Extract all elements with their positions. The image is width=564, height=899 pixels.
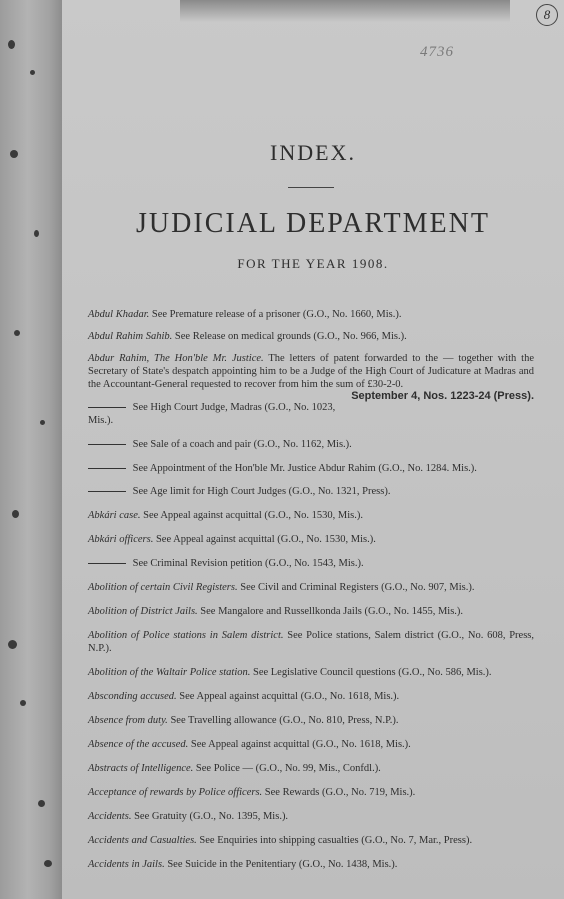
entry-text: See Civil and Criminal Registers (G.O., No. 907, Mis.). [240, 582, 475, 593]
page-number: 8 [536, 4, 558, 26]
index-entry [88, 605, 534, 618]
index-entry [88, 308, 534, 321]
entry-heading: Abstracts of Intelligence. [88, 763, 194, 774]
ink-stain [14, 330, 20, 336]
entry-heading: Absence of the accused. [88, 739, 189, 750]
index-entry [88, 810, 534, 823]
index-entry [88, 629, 534, 655]
entry-text: See Release on medical grounds (G.O., No. 966, Mis.). [174, 331, 407, 342]
title-divider [288, 187, 334, 188]
entry-text: See High Court Judge, Madras (G.O., No. 1023, Mis.). [88, 402, 336, 426]
ink-stain [20, 700, 26, 706]
entry-text: See Police — (G.O., No. 99, Mis., Confdl.). [195, 763, 381, 774]
index-entry [88, 738, 534, 751]
index-entry [88, 858, 534, 871]
page-shadow [180, 0, 510, 22]
ink-stain [44, 860, 52, 867]
index-entry [88, 762, 534, 775]
index-entry [88, 786, 534, 799]
index-entry [88, 401, 534, 427]
entry-text: See Police stations, Salem district (G.O., No. 608, Press, N.P.). [88, 630, 535, 654]
index-entry [88, 557, 534, 570]
entry-text: The letters of patent forwarded to the — together with the Secretary of State's despatch appointing him to be a Judge of the High Court of Judicature at Madras and the Accountant-General requested to recover from him the sum of £30-2-0. [88, 353, 534, 390]
entry-text: See Appeal against acquittal (G.O., No. 1530, Mis.). [155, 534, 376, 545]
press-reference: September 4, Nos. 1223-24 (Press). [351, 390, 534, 402]
entry-heading: Accidents and Casualties. [88, 835, 197, 846]
ink-stain [12, 510, 19, 518]
entry-heading: Absconding accused. [88, 691, 177, 702]
entry-text: See Mangalore and Russellkonda Jails (G.O., No. 1455, Mis.). [200, 606, 464, 617]
index-entry [88, 438, 534, 451]
entry-heading: Abdur Rahim, The Hon'ble Mr. Justice. [88, 353, 264, 364]
index-entry [88, 352, 534, 402]
ditto-dash [88, 444, 126, 445]
ink-stain [38, 800, 45, 807]
index-entry [88, 834, 534, 847]
entry-heading: Abolition of certain Civil Registers. [88, 582, 238, 593]
index-entry [88, 533, 534, 546]
entry-heading: Accidents in Jails. [88, 859, 165, 870]
index-entry [88, 485, 534, 498]
entry-text: See Sale of a coach and pair (G.O., No. 1162, Mis.). [132, 439, 352, 450]
entry-text: See Gratuity (G.O., No. 1395, Mis.). [134, 811, 289, 822]
entry-heading: Absence from duty. [88, 715, 168, 726]
entry-heading: Abolition of Police stations in Salem district. [88, 630, 284, 641]
index-entry [88, 690, 534, 703]
pencil-annotation: 4736 [420, 44, 454, 60]
entry-text: See Age limit for High Court Judges (G.O., No. 1321, Press). [132, 486, 391, 497]
year-title: FOR THE YEAR 1908. [237, 256, 389, 271]
entry-heading: Abkári officers. [88, 534, 154, 545]
entry-heading: Abolition of the Waltair Police station. [88, 667, 251, 678]
index-entries [88, 308, 534, 871]
index-entry [88, 581, 534, 594]
entry-text: See Criminal Revision petition (G.O., No. 1543, Mis.). [132, 558, 364, 569]
entry-text: See Appointment of the Hon'ble Mr. Justice Abdur Rahim (G.O., No. 1284. Mis.). [132, 463, 477, 474]
entry-text: See Appeal against acquittal (G.O., No. 1618, Mis.). [179, 691, 400, 702]
department-title: JUDICIAL DEPARTMENT [136, 208, 490, 239]
ditto-dash [88, 491, 126, 492]
ink-stain [8, 40, 15, 49]
ink-stain [34, 230, 39, 237]
entry-text: See Premature release of a prisoner (G.O., No. 1660, Mis.). [151, 309, 402, 320]
book-binding [0, 0, 62, 899]
ink-stain [8, 640, 17, 649]
entry-text: See Rewards (G.O., No. 719, Mis.). [264, 787, 416, 798]
ditto-dash [88, 468, 126, 469]
entry-text: See Enquiries into shipping casualties (G.O., No. 7, Mar., Press). [199, 835, 473, 846]
index-entry [88, 462, 534, 475]
entry-text: See Suicide in the Penitentiary (G.O., No. 1438, Mis.). [167, 859, 398, 870]
entry-text: See Legislative Council questions (G.O., No. 586, Mis.). [252, 667, 492, 678]
entry-heading: Abdul Khadar. [88, 309, 150, 320]
ditto-dash [88, 407, 126, 408]
entry-heading: Abkári case. [88, 510, 141, 521]
index-entry [88, 714, 534, 727]
entry-heading: Acceptance of rewards by Police officers. [88, 787, 263, 798]
ink-stain [10, 150, 18, 158]
index-entry [88, 509, 534, 522]
ditto-dash [88, 563, 126, 564]
ink-stain [30, 70, 35, 75]
entry-heading: Accidents. [88, 811, 132, 822]
index-entry [88, 666, 534, 679]
entry-text: See Appeal against acquittal (G.O., No. 1530, Mis.). [143, 510, 363, 521]
index-entry [88, 330, 534, 343]
entry-heading: Abdul Rahim Sahib. [88, 331, 173, 342]
index-title: INDEX. [270, 140, 356, 165]
entry-text: See Appeal against acquittal (G.O., No. 1618, Mis.). [190, 739, 411, 750]
ink-stain [40, 420, 45, 425]
entry-text: See Travelling allowance (G.O., No. 810, Press, N.P.). [170, 715, 399, 726]
entry-heading: Abolition of District Jails. [88, 606, 198, 617]
